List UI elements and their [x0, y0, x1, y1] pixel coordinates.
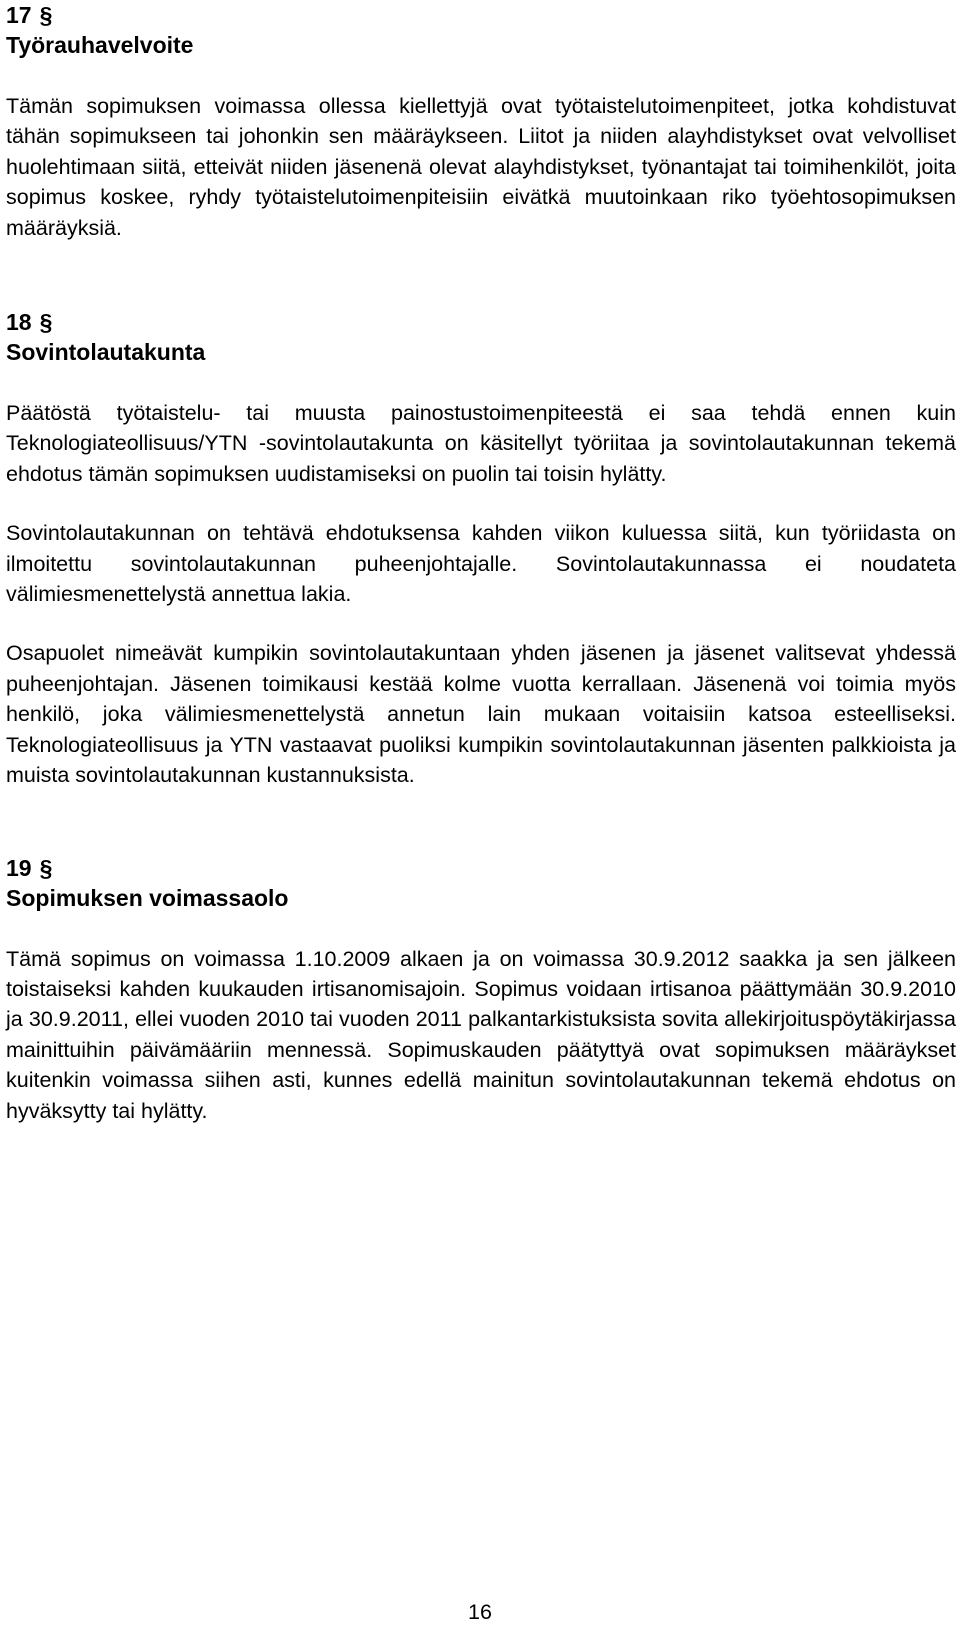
section-paragraph: Osapuolet nimeävät kumpikin sovintolautakuntaan yhden jäsenen ja jäsenet valitsevat yhdessä puheenjohtajan. Jäsenen toimikausi kestää kolme vuotta kerrallaan. Jäsenenä voi toimia myös henkilö, joka välimiesmenettelystä annetun lain mukaan voitaisiin katsoa esteelliseksi. Teknologiateollisuus ja YTN vastaavat puoliksi kumpikin sovintolautakunnan jäsenten palkkioista ja muista sovintolautakunnan kustannuksista. [6, 641, 956, 788]
document-page [6, 0, 956, 1155]
section-paragraph: Sovintolautakunnan on tehtävä ehdotuksensa kahden viikon kuluessa siitä, kun työriidasta on ilmoitettu sovintolautakunnan puheenjohtajalle. Sovintolautakunnassa ei noudateta välimiesmenettelystä annettua lakia. [6, 521, 956, 607]
section-sign: § [39, 309, 53, 336]
section-sign: § [39, 854, 53, 881]
section-17 [6, 0, 956, 243]
section-paragraph: Tämä sopimus on voimassa 1.10.2009 alkaen ja on voimassa 30.9.2012 saakka ja sen jälkeen toistaiseksi kahden kuukauden irtisanomisajoin. Sopimus voidaan irtisanoa päättymään 30.9.2010 ja 30.9.2011, ellei vuoden 2010 tai vuoden 2011 palkantarkistuksista sovita allekirjoituspöytäkirjassa mainittuihin päivämääriin mennessä. Sopimuskauden päätyttyä ovat sopimuksen määräykset kuitenkin voimassa siihen asti, kunnes edellä mainitun sovintolautakunnan tekemä ehdotus on hyväksytty tai hylätty. [6, 946, 956, 1123]
section-number: 17 § [6, 2, 53, 28]
section-paragraph: Päätöstä työtaistelu- tai muusta painostustoimenpiteestä ei saa tehdä ennen kuin Teknologiateollisuus/YTN -sovintolautakunta on käsitellyt työriitaa ja sovintolautakunnan tekemä ehdotus tämän sopimuksen uudistamiseksi on puolin tai toisin hylätty. [6, 401, 956, 486]
section-number: 18 § [6, 309, 53, 336]
section-19 [6, 853, 956, 1126]
page-number: 16 [468, 1600, 492, 1624]
section-title: Sopimuksen voimassaolo [6, 884, 289, 911]
section-title: Työrauhavelvoite [6, 32, 194, 58]
section-sign: § [39, 2, 53, 28]
section-18 [6, 307, 956, 790]
section-number: 19 § [6, 854, 53, 881]
section-title: Sovintolautakunta [6, 339, 206, 366]
section-paragraph: Tämän sopimuksen voimassa ollessa kiellettyjä ovat työtaistelutoimenpiteet, jotka kohdistuvat tähän sopimukseen tai johonkin sen määräykseen. Liitot ja niiden alayhdistykset ovat velvolliset huolehtimaan siitä, etteivät niiden jäsenenä olevat alayhdistykset, työnantajat tai toimihenkilöt, joita sopimus koskee, ryhdy työtaistelutoimenpiteisiin eivätkä muutoinkaan riko työehtosopimuksen määräyksiä. [6, 94, 956, 240]
